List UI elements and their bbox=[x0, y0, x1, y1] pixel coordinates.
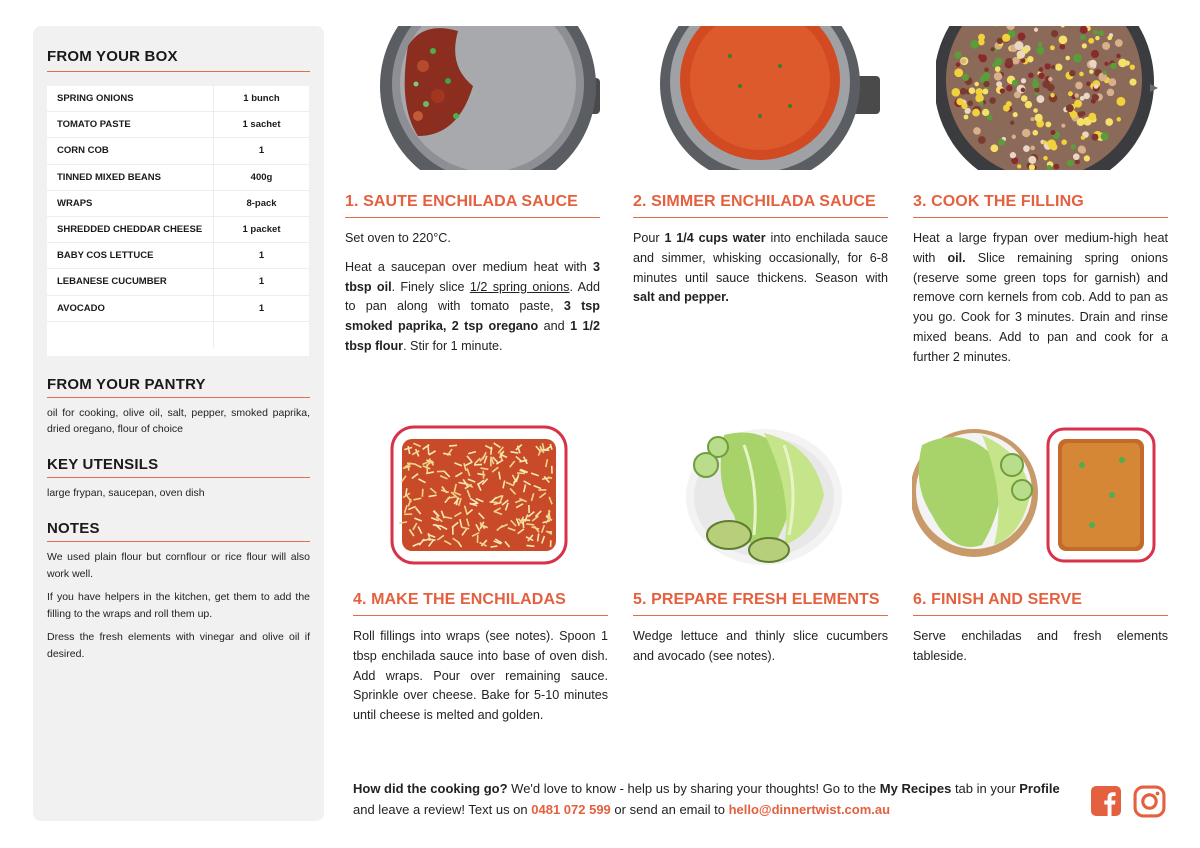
step-3-body bbox=[913, 229, 1168, 368]
step-6-title: 6. FINISH AND SERVE bbox=[913, 591, 1168, 616]
step-1 bbox=[345, 193, 600, 357]
step-4 bbox=[353, 591, 608, 726]
step-3-title: 3. COOK THE FILLING bbox=[913, 193, 1168, 218]
ingredients-table bbox=[47, 86, 309, 356]
ingredient-row bbox=[47, 296, 309, 322]
step-1-p1: Set oven to 220°C. bbox=[345, 231, 451, 245]
from-your-box-title: FROM YOUR BOX bbox=[47, 48, 310, 72]
my-recipes-link[interactable]: My Recipes bbox=[879, 781, 952, 796]
ingredient-name: TINNED MIXED BEANS bbox=[57, 171, 161, 183]
ingredient-qty: 1 bunch bbox=[213, 86, 309, 111]
email-link[interactable]: hello@dinnertwist.com.au bbox=[728, 802, 891, 817]
step-5-body bbox=[633, 627, 888, 667]
ingredient-name: BABY COS LETTUCE bbox=[57, 250, 154, 262]
pantry-section bbox=[47, 376, 310, 438]
ingredient-qty: 1 bbox=[213, 269, 309, 294]
finish-serve-image bbox=[912, 425, 1160, 565]
ingredient-name: CORN COB bbox=[57, 145, 109, 157]
notes-title: NOTES bbox=[47, 520, 310, 542]
step-1-body bbox=[345, 229, 600, 357]
from-your-pantry-title: FROM YOUR PANTRY bbox=[47, 376, 310, 398]
step-4-title: 4. MAKE THE ENCHILADAS bbox=[353, 591, 608, 616]
footer-question: How did the cooking go? bbox=[353, 781, 508, 796]
ingredient-qty: 1 bbox=[213, 138, 309, 163]
step-3 bbox=[913, 193, 1168, 368]
ingredient-row bbox=[47, 112, 309, 138]
step-2-title: 2. SIMMER ENCHILADA SAUCE bbox=[633, 193, 888, 218]
step-6-body bbox=[913, 627, 1168, 667]
phone-number[interactable]: 0481 072 599 bbox=[531, 802, 611, 817]
ingredient-name: WRAPS bbox=[57, 197, 93, 209]
notes-section bbox=[47, 520, 310, 662]
ingredient-row bbox=[47, 138, 309, 164]
ingredient-row bbox=[47, 217, 309, 243]
ingredient-name: AVOCADO bbox=[57, 302, 105, 314]
step-2-body bbox=[633, 229, 888, 308]
step-6 bbox=[913, 591, 1168, 667]
feedback-footer: How did the cooking go? We'd love to know - help us by sharing your thoughts! Go to the My Recipes tab in your Profile and leave a review! Text us on 0481 072 599 or send an email to hello@dinnertwist.com.au bbox=[353, 781, 1060, 817]
ingredient-qty: 1 bbox=[213, 243, 309, 268]
utensils-section bbox=[47, 456, 310, 502]
note-item: We used plain flour but cornflour or rice flour will also work well. bbox=[47, 551, 310, 580]
ingredient-qty bbox=[213, 322, 309, 348]
pantry-text: oil for cooking, olive oil, salt, pepper, smoked paprika, dried oregano, flour of choice bbox=[47, 406, 310, 436]
ingredient-name: SPRING ONIONS bbox=[57, 93, 134, 105]
oven-dish-enchiladas-image bbox=[390, 425, 568, 565]
instagram-icon[interactable] bbox=[1133, 785, 1166, 818]
step-6-p1: Serve enchiladas and fresh elements tableside. bbox=[913, 629, 1168, 663]
ingredient-name: LEBANESE CUCUMBER bbox=[57, 276, 167, 288]
ingredient-qty: 1 sachet bbox=[213, 112, 309, 137]
step-4-p1: Roll fillings into wraps (see notes). Spoon 1 tbsp enchilada sauce into base of oven dish. Add wraps. Pour over remaining sauce. Sprinkle over cheese. Bake for 5-10 minutes until cheese is melted and golden. bbox=[353, 629, 608, 723]
ingredient-row bbox=[47, 165, 309, 191]
facebook-icon[interactable] bbox=[1090, 785, 1122, 817]
ingredient-qty: 1 packet bbox=[213, 217, 309, 242]
step-1-title: 1. SAUTE ENCHILADA SAUCE bbox=[345, 193, 600, 218]
step-5-p1: Wedge lettuce and thinly slice cucumbers and avocado (see notes). bbox=[633, 629, 888, 663]
utensils-text: large frypan, saucepan, oven dish bbox=[47, 486, 205, 499]
step-4-body bbox=[353, 627, 608, 726]
ingredient-qty: 8-pack bbox=[213, 191, 309, 216]
ingredient-row bbox=[47, 191, 309, 217]
ingredient-name: TOMATO PASTE bbox=[57, 119, 131, 131]
step-5-title: 5. PREPARE FRESH ELEMENTS bbox=[633, 591, 888, 616]
key-utensils-title: KEY UTENSILS bbox=[47, 456, 310, 478]
step-2 bbox=[633, 193, 888, 308]
ingredient-row bbox=[47, 322, 309, 348]
step-1-p2: Heat a saucepan over medium heat with 3 tbsp oil. Finely slice 1/2 spring onions. Add to pan along with tomato paste, 3 tsp smoked paprika, 2 tsp oregano and 1 1/2 tbsp flour. Stir for 1 minute. bbox=[345, 259, 601, 353]
step-2-p1: Pour 1 1/4 cups water into enchilada sauce and simmer, whisking occasionally, for 6-8 minutes until sauce thickens. Season with salt and pepper. bbox=[633, 231, 888, 305]
ingredient-qty: 400g bbox=[213, 165, 309, 190]
profile-link[interactable]: Profile bbox=[1019, 781, 1060, 796]
step-3-p1: Heat a large frypan over medium-high heat with oil. Slice remaining spring onions (reserve some green tops for garnish) and remove corn kernels from cob. Add to pan as you go. Cook for 3 minutes. Drain and rinse mixed beans. Add to pan and cook for a further 2 minutes. bbox=[913, 231, 1168, 364]
ingredient-row bbox=[47, 269, 309, 295]
ingredient-qty: 1 bbox=[213, 296, 309, 321]
fresh-elements-plate-image bbox=[684, 425, 844, 565]
ingredient-name: SHREDDED CHEDDAR CHEESE bbox=[57, 224, 203, 236]
sidebar bbox=[33, 26, 324, 821]
saucepan-simmer-image bbox=[660, 26, 882, 170]
frypan-filling-image bbox=[936, 26, 1160, 170]
note-item: Dress the fresh elements with vinegar and olive oil if desired. bbox=[47, 631, 310, 660]
step-5 bbox=[633, 591, 888, 667]
ingredient-row bbox=[47, 243, 309, 269]
note-item: If you have helpers in the kitchen, get them to add the filling to the wraps and roll them up. bbox=[47, 591, 310, 620]
ingredient-row bbox=[47, 86, 309, 112]
saucepan-saute-image bbox=[378, 26, 604, 170]
